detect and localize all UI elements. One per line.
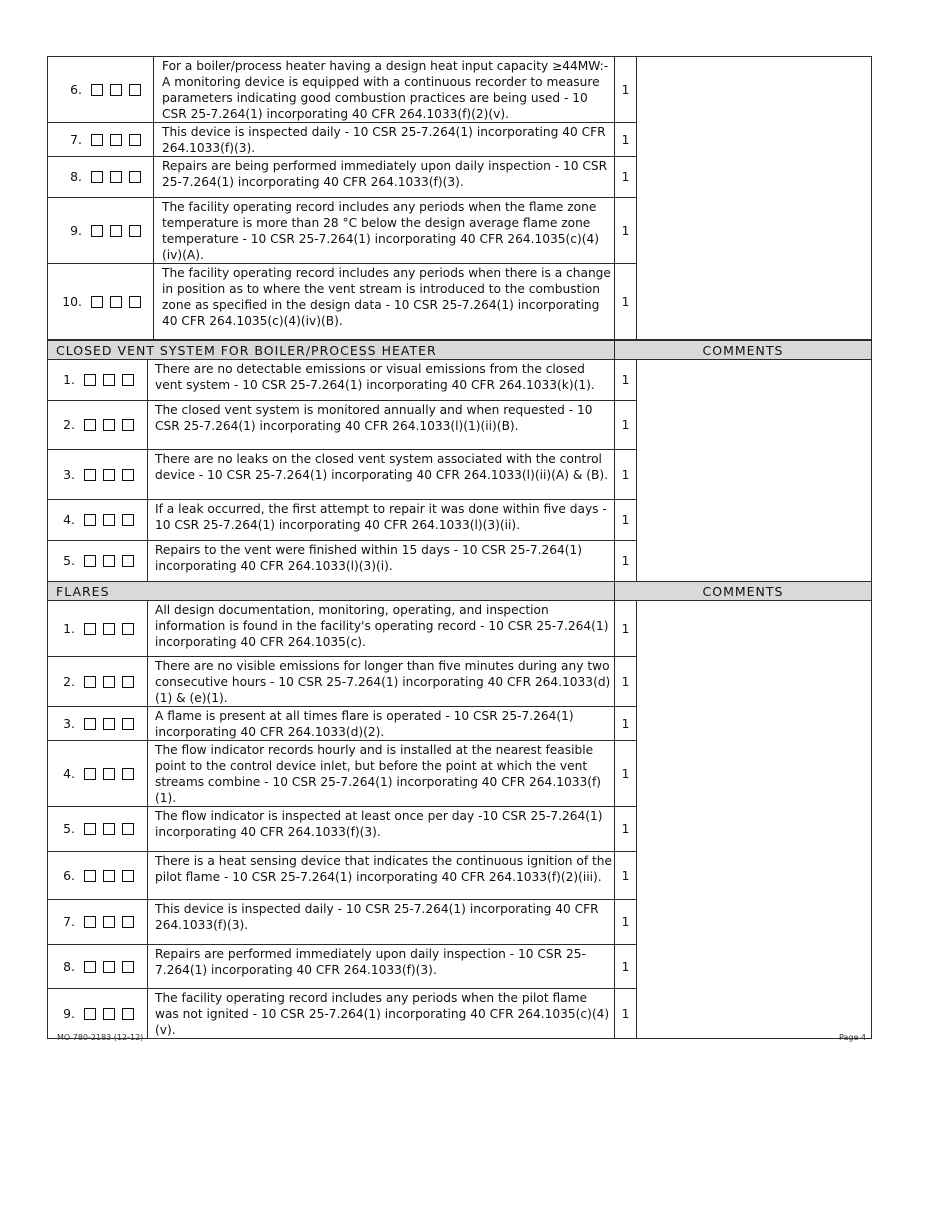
response-checkbox-2[interactable] <box>110 296 122 308</box>
item-number-cell <box>48 900 148 945</box>
item-number: 4. <box>63 765 75 781</box>
section-header-row <box>48 582 872 601</box>
item-points: 1 <box>615 989 637 1039</box>
item-points: 1 <box>615 401 637 450</box>
response-checkbox-1[interactable] <box>84 961 96 973</box>
item-number-cell <box>48 157 154 198</box>
item-number: 6. <box>63 867 75 883</box>
response-checkbox-1[interactable] <box>84 419 96 431</box>
response-checkbox-3[interactable] <box>129 171 141 183</box>
item-number: 4. <box>63 512 75 527</box>
item-number-cell <box>48 541 148 582</box>
item-text: The facility operating record includes any periods when the flame zone temperature is more than 28 °C below the design average flame zone temperature - 10 CSR 25-7.264(1) incorporating 40 CFR 264.1035(c)(4)(iv)(A). <box>154 198 615 264</box>
response-checkbox-1[interactable] <box>84 768 96 780</box>
response-checkbox-2[interactable] <box>103 374 115 386</box>
item-points: 1 <box>615 57 637 123</box>
item-text: The closed vent system is monitored annually and when requested - 10 CSR 25-7.264(1) incorporating 40 CFR 264.1033(l)(1)(ii)(B). <box>148 401 615 450</box>
response-checkbox-2[interactable] <box>103 555 115 567</box>
response-checkbox-2[interactable] <box>103 870 115 882</box>
item-number-cell <box>48 657 148 707</box>
item-number: 3. <box>63 715 75 731</box>
item-text: The flow indicator is inspected at least once per day -10 CSR 25-7.264(1) incorporating 40 CFR 264.1033(f)(3). <box>148 807 615 852</box>
checklist-row <box>48 360 872 401</box>
item-points: 1 <box>615 900 637 945</box>
item-number: 5. <box>63 821 75 836</box>
item-points: 1 <box>615 741 637 807</box>
response-checkbox-1[interactable] <box>84 514 96 526</box>
response-checkbox-3[interactable] <box>122 469 134 481</box>
item-text: The flow indicator records hourly and is installed at the nearest feasible point to the control device inlet, but before the point at which the vent streams combine - 10 CSR 25-7.264(1) incorporating 40 CFR 264.1033(f)(1). <box>148 741 615 807</box>
item-text: This device is inspected daily - 10 CSR 25-7.264(1) incorporating 40 CFR 264.1033(f)(3). <box>148 900 615 945</box>
boiler-process-heater-table <box>47 56 872 340</box>
item-number-cell <box>48 123 154 157</box>
response-checkbox-3[interactable] <box>129 84 141 96</box>
item-number-cell <box>48 945 148 989</box>
item-points: 1 <box>615 198 637 264</box>
response-checkbox-2[interactable] <box>103 961 115 973</box>
response-checkbox-1[interactable] <box>84 469 96 481</box>
checklist-form <box>47 56 871 1039</box>
response-checkbox-2[interactable] <box>103 469 115 481</box>
response-checkbox-2[interactable] <box>103 623 115 635</box>
item-number: 8. <box>63 958 75 974</box>
response-checkbox-1[interactable] <box>84 1008 96 1020</box>
response-checkbox-3[interactable] <box>122 374 134 386</box>
item-text: Repairs are being performed immediately upon daily inspection - 10 CSR 25-7.264(1) incorporating 40 CFR 264.1033(f)(3). <box>154 157 615 198</box>
item-text: There are no visible emissions for longer than five minutes during any two consecutive hours - 10 CSR 25-7.264(1) incorporating 40 CFR 264.1033(d)(1) & (e)(1). <box>148 657 615 707</box>
response-checkbox-2[interactable] <box>110 134 122 146</box>
item-points: 1 <box>615 450 637 500</box>
response-checkbox-1[interactable] <box>91 84 103 96</box>
item-number: 6. <box>70 81 82 97</box>
response-checkbox-2[interactable] <box>103 676 115 688</box>
response-checkbox-2[interactable] <box>103 419 115 431</box>
item-number-cell <box>48 198 154 264</box>
response-checkbox-2[interactable] <box>103 823 115 835</box>
item-points: 1 <box>615 360 637 401</box>
item-text: The facility operating record includes any periods when there is a change in position as to where the vent stream is introduced to the combustion zone as specified in the design data - 10 CSR 25-7.264(1) incorporating 40 CFR 264.1035(c)(4)(iv)(B). <box>154 264 615 340</box>
item-number-cell <box>48 450 148 500</box>
item-text: If a leak occurred, the first attempt to repair it was done within five days - 10 CSR 25-7.264(1) incorporating 40 CFR 264.1033(l)(3)(ii). <box>148 500 615 541</box>
item-text: Repairs are performed immediately upon daily inspection - 10 CSR 25-7.264(1) incorporating 40 CFR 264.1033(f)(3). <box>148 945 615 989</box>
item-text: Repairs to the vent were finished within 15 days - 10 CSR 25-7.264(1) incorporating 40 CFR 264.1033(l)(3)(i). <box>148 541 615 582</box>
item-text: All design documentation, monitoring, operating, and inspection information is found in the facility's operating record - 10 CSR 25-7.264(1) incorporating 40 CFR 264.1035(c). <box>148 601 615 657</box>
response-checkbox-3[interactable] <box>122 961 134 973</box>
item-points: 1 <box>615 541 637 582</box>
comments-field[interactable] <box>637 601 872 1039</box>
item-points: 1 <box>615 123 637 157</box>
item-text: This device is inspected daily - 10 CSR 25-7.264(1) incorporating 40 CFR 264.1033(f)(3). <box>154 123 615 157</box>
item-number-cell <box>48 360 148 401</box>
item-number: 8. <box>70 169 82 184</box>
response-checkbox-1[interactable] <box>84 555 96 567</box>
response-checkbox-3[interactable] <box>122 768 134 780</box>
response-checkbox-2[interactable] <box>103 718 115 730</box>
response-checkbox-2[interactable] <box>103 514 115 526</box>
item-number: 3. <box>63 466 75 482</box>
response-checkbox-3[interactable] <box>129 225 141 237</box>
response-checkbox-3[interactable] <box>122 916 134 928</box>
item-number-cell <box>48 707 148 741</box>
item-text: There are no leaks on the closed vent system associated with the control device - 10 CSR 25-7.264(1) incorporating 40 CFR 264.1033(l)(ii)(A) & (B). <box>148 450 615 500</box>
item-number: 7. <box>70 131 82 147</box>
comments-field[interactable] <box>637 57 872 340</box>
item-number: 2. <box>63 417 75 432</box>
item-number-cell <box>48 989 148 1039</box>
response-checkbox-3[interactable] <box>122 823 134 835</box>
response-checkbox-3[interactable] <box>122 1008 134 1020</box>
response-checkbox-3[interactable] <box>129 134 141 146</box>
item-number-cell <box>48 601 148 657</box>
response-checkbox-2[interactable] <box>103 1008 115 1020</box>
item-points: 1 <box>615 807 637 852</box>
comments-header: COMMENTS <box>615 582 872 601</box>
response-checkbox-1[interactable] <box>91 225 103 237</box>
item-number: 7. <box>63 914 75 929</box>
item-number-cell <box>48 401 148 450</box>
response-checkbox-2[interactable] <box>110 225 122 237</box>
item-text: A flame is present at all times flare is operated - 10 CSR 25-7.264(1) incorporating 40 CFR 264.1033(d)(2). <box>148 707 615 741</box>
item-number-cell <box>48 264 154 340</box>
response-checkbox-1[interactable] <box>84 718 96 730</box>
item-points: 1 <box>615 657 637 707</box>
item-points: 1 <box>615 157 637 198</box>
item-number: 1. <box>63 620 75 636</box>
section-title: FLARES <box>48 582 615 601</box>
checklist-row <box>48 57 872 123</box>
response-checkbox-1[interactable] <box>91 134 103 146</box>
page-number: Page 4 <box>839 1033 866 1042</box>
comments-field[interactable] <box>637 360 872 582</box>
response-checkbox-3[interactable] <box>129 296 141 308</box>
response-checkbox-2[interactable] <box>110 171 122 183</box>
response-checkbox-2[interactable] <box>103 916 115 928</box>
checklist-row <box>48 601 872 657</box>
response-checkbox-1[interactable] <box>84 916 96 928</box>
item-number-cell <box>48 500 148 541</box>
response-checkbox-1[interactable] <box>91 296 103 308</box>
item-number-cell <box>48 807 148 852</box>
item-number: 9. <box>70 222 82 238</box>
item-number: 5. <box>63 553 75 568</box>
item-number: 2. <box>63 673 75 689</box>
response-checkbox-3[interactable] <box>122 419 134 431</box>
response-checkbox-3[interactable] <box>122 718 134 730</box>
comments-header: COMMENTS <box>615 341 872 360</box>
response-checkbox-1[interactable] <box>84 374 96 386</box>
item-number: 10. <box>62 293 82 309</box>
response-checkbox-1[interactable] <box>91 171 103 183</box>
response-checkbox-1[interactable] <box>84 676 96 688</box>
item-number: 9. <box>63 1005 75 1021</box>
form-number: MO 780-2183 (12-12) <box>57 1033 144 1042</box>
item-points: 1 <box>615 707 637 741</box>
closed-vent-and-flares-table <box>47 340 872 1039</box>
item-points: 1 <box>615 852 637 900</box>
item-points: 1 <box>615 500 637 541</box>
response-checkbox-3[interactable] <box>122 676 134 688</box>
item-text: For a boiler/process heater having a design heat input capacity ≥44MW:- A monitoring device is equipped with a continuous recorder to measure parameters indicating good combustion practices are being used - 10 CSR 25-7.264(1) incorporating 40 CFR 264.1033(f)(2)(v). <box>154 57 615 123</box>
response-checkbox-2[interactable] <box>103 768 115 780</box>
item-text: There is a heat sensing device that indicates the continuous ignition of the pilot flame - 10 CSR 25-7.264(1) incorporating 40 CFR 264.1033(f)(2)(iii). <box>148 852 615 900</box>
item-points: 1 <box>615 601 637 657</box>
response-checkbox-1[interactable] <box>84 870 96 882</box>
response-checkbox-1[interactable] <box>84 623 96 635</box>
item-text: There are no detectable emissions or visual emissions from the closed vent system - 10 CSR 25-7.264(1) incorporating 40 CFR 264.1033(k)(1). <box>148 360 615 401</box>
response-checkbox-3[interactable] <box>122 870 134 882</box>
item-number: 1. <box>63 372 75 387</box>
response-checkbox-2[interactable] <box>110 84 122 96</box>
item-text: The facility operating record includes any periods when the pilot flame was not ignited - 10 CSR 25-7.264(1) incorporating 40 CFR 264.1035(c)(4)(v). <box>148 989 615 1039</box>
item-number-cell <box>48 852 148 900</box>
response-checkbox-3[interactable] <box>122 514 134 526</box>
item-number-cell <box>48 57 154 123</box>
item-points: 1 <box>615 945 637 989</box>
section-header-row <box>48 341 872 360</box>
item-number-cell <box>48 741 148 807</box>
response-checkbox-3[interactable] <box>122 555 134 567</box>
section-title: CLOSED VENT SYSTEM FOR BOILER/PROCESS HEATER <box>48 341 615 360</box>
item-points: 1 <box>615 264 637 340</box>
response-checkbox-3[interactable] <box>122 623 134 635</box>
response-checkbox-1[interactable] <box>84 823 96 835</box>
